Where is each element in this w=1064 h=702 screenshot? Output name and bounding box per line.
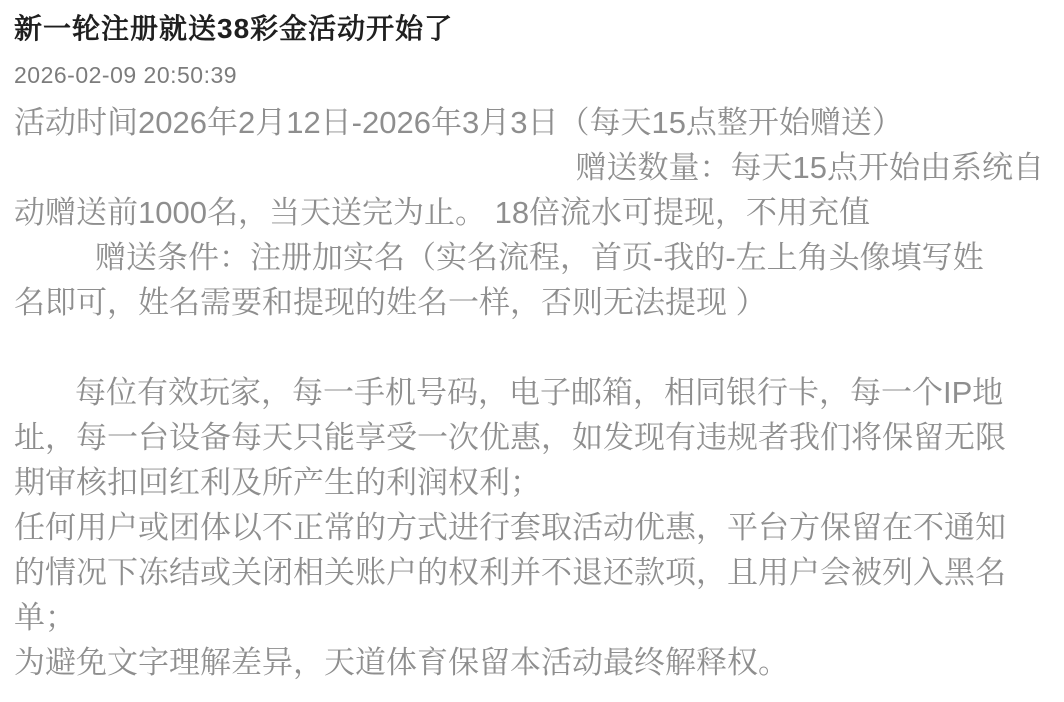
- text-line-abuse-rule-cont1: 的情况下冻结或关闭相关账户的权利并不退还款项，且用户会被列入黑名: [14, 555, 1006, 590]
- text-line-activity-time: 活动时间2026年2月12日-2026年3月3日（每天15点整开始赠送）: [14, 105, 903, 140]
- text-line-player-rule-cont1: 址，每一台设备每天只能享受一次优惠，如发现有违规者我们将保留无限: [14, 420, 1006, 455]
- post-timestamp: 2026-02-09 20:50:39: [14, 62, 238, 88]
- blank-line: [14, 325, 1044, 370]
- text-line-player-rule: 每位有效玩家，每一手机号码，电子邮箱，相同银行卡，每一个IP地: [75, 375, 1004, 410]
- text-line-abuse-rule: 任何用户或团体以不正常的方式进行套取活动优惠，平台方保留在不通知: [14, 510, 1006, 545]
- text-line-gift-condition: 赠送条件：注册加实名（实名流程，首页-我的-左上角头像填写姓: [95, 240, 984, 275]
- text-line-gift-quantity: 赠送数量：每天15点开始由系统自: [575, 150, 1044, 185]
- page-title: 新一轮注册就送38彩金活动开始了: [14, 13, 454, 44]
- text-line-gift-quantity-cont: 动赠送前1000名，当天送完为止。 18倍流水可提现，不用充值: [14, 195, 871, 230]
- text-line-player-rule-cont2: 期审核扣回红利及所产生的利润权利；: [14, 465, 541, 500]
- text-line-gift-condition-cont: 名即可，姓名需要和提现的姓名一样，否则无法提现 ）: [14, 285, 767, 320]
- announcement-body: [14, 100, 1044, 685]
- text-line-abuse-rule-cont2: 单；: [14, 600, 76, 635]
- text-line-final-interpretation: 为避免文字理解差异，天道体育保留本活动最终解释权。: [14, 645, 789, 680]
